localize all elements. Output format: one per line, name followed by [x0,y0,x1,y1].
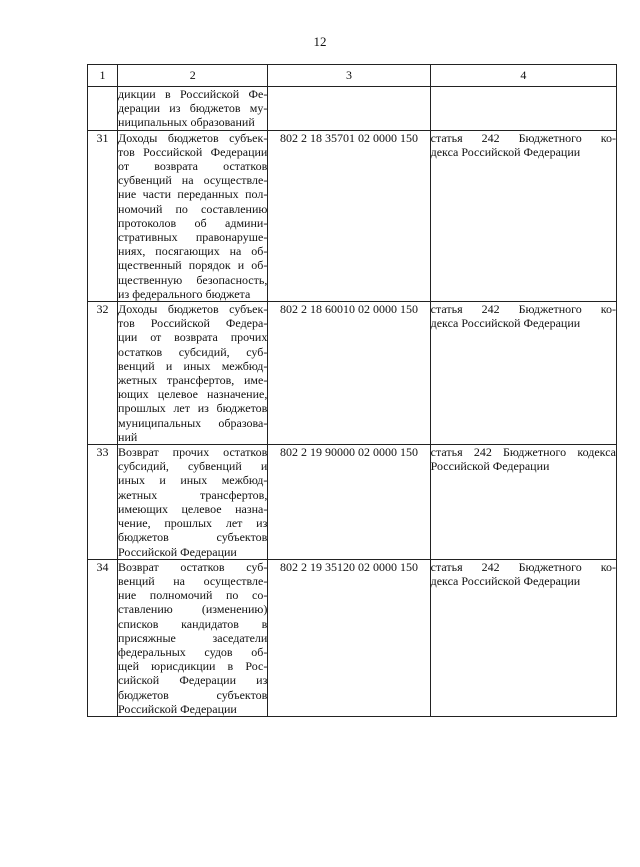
description-line: тов Российской Федерации [118,144,268,159]
description-line: субвенций на осуществле- [118,173,268,188]
row-number-cell: 34 [88,559,118,716]
budget-code-cell: 802 2 19 90000 02 0000 150 [268,445,430,560]
budget-code-cell: 802 2 18 35701 02 0000 150 [268,130,430,301]
description-line: имеющих целевое назна- [118,501,268,516]
column-header-2: 2 [118,65,268,87]
description-line: ниях, посягающих на об- [118,244,268,259]
description-cell [118,130,268,301]
legal-reference-cell [430,130,616,301]
description-line: ющих целевое назначение, [118,387,268,402]
column-header-3: 3 [268,65,430,87]
row-number-cell: 33 [88,445,118,560]
description-line: стративных правонаруше- [118,230,268,245]
description-line: Российской Федерации [118,544,237,559]
table-row [88,302,617,445]
row-number-cell [88,87,118,131]
column-header-1: 1 [88,65,118,87]
legal-reference-line: статья 242 Бюджетного ко- [430,130,616,145]
legal-reference-line: статья 242 Бюджетного кодекса [430,445,616,460]
page-number: 12 [313,34,327,49]
table-row [88,87,617,131]
description-line: Возврат прочих остатков [118,445,268,460]
description-line: муниципальных образова- [118,415,268,430]
description-line: бюджетов субъектов [118,687,268,702]
row-number-cell: 32 [88,302,118,445]
description-cell [118,559,268,716]
legal-reference-cell [430,445,616,560]
description-line: ции от возврата прочих [118,330,268,345]
description-cell [118,302,268,445]
description-line: иных и иных межбюд- [118,473,268,488]
legal-reference-line: декса Российской Федерации [430,144,581,159]
budget-codes-table [87,64,617,717]
description-line: списков кандидатов в [118,616,268,631]
description-line: щей юрисдикции в Рос- [118,659,268,674]
description-line: щественную безопасность, [118,272,268,287]
description-line: венций и иных межбюд- [118,358,268,373]
description-line: бюджетов субъектов [118,530,268,545]
description-line: чение, прошлых лет из [118,516,268,531]
description-line: федеральных судов об- [118,644,268,659]
description-line: дерации из бюджетов му- [118,101,268,116]
description-line: Доходы бюджетов субъек- [118,302,268,317]
budget-code-cell: 802 2 18 60010 02 0000 150 [268,302,430,445]
legal-reference-line: статья 242 Бюджетного ко- [430,559,616,574]
table-body [88,87,617,717]
budget-code-cell [268,87,430,131]
description-line: Доходы бюджетов субъек- [118,130,268,145]
description-line: ние полномочий по со- [118,588,268,603]
description-line: протоколов об админи- [118,215,268,230]
description-line: остатков субсидий, суб- [118,344,268,359]
legal-reference-line: декса Российской Федерации [430,316,581,331]
row-number-cell: 31 [88,130,118,301]
description-line: номочий по составлению [118,201,268,216]
description-line: ниципальных образований [118,115,255,130]
legal-reference-line: статья 242 Бюджетного ко- [430,302,616,317]
legal-reference-cell [430,302,616,445]
column-header-4: 4 [430,65,616,87]
description-line: ние части переданных пол- [118,187,268,202]
table-row [88,559,617,716]
description-cell [118,445,268,560]
description-line: венций на осуществле- [118,573,268,588]
budget-code-cell: 802 2 19 35120 02 0000 150 [268,559,430,716]
table-row [88,445,617,560]
description-line: ний [118,429,138,444]
description-line: тов Российской Федера- [118,316,268,331]
description-line: субсидий, субвенций и [118,459,268,474]
description-line: щественный порядок и об- [118,258,268,273]
description-line: Российской Федерации [118,701,237,716]
legal-reference-line: Российской Федерации [430,459,550,474]
description-line: ставлению (изменению) [118,602,268,617]
table-header-row [88,65,617,87]
legal-reference-cell [430,87,616,131]
description-line: присяжные заседатели [118,630,268,645]
legal-reference-cell [430,559,616,716]
legal-reference-line: декса Российской Федерации [430,573,581,588]
description-cell [118,87,268,131]
description-line: прошлых лет из бюджетов [118,401,268,416]
description-line: из федерального бюджета [118,286,251,301]
table-row [88,130,617,301]
description-line: от возврата остатков [118,159,268,174]
description-line: жетных трансфертов, име- [118,373,268,388]
description-line: жетных трансфертов, [118,487,268,502]
description-line: Возврат остатков суб- [118,559,268,574]
description-line: дикции в Российской Фе- [118,87,268,101]
description-line: сийской Федерации из [118,673,268,688]
